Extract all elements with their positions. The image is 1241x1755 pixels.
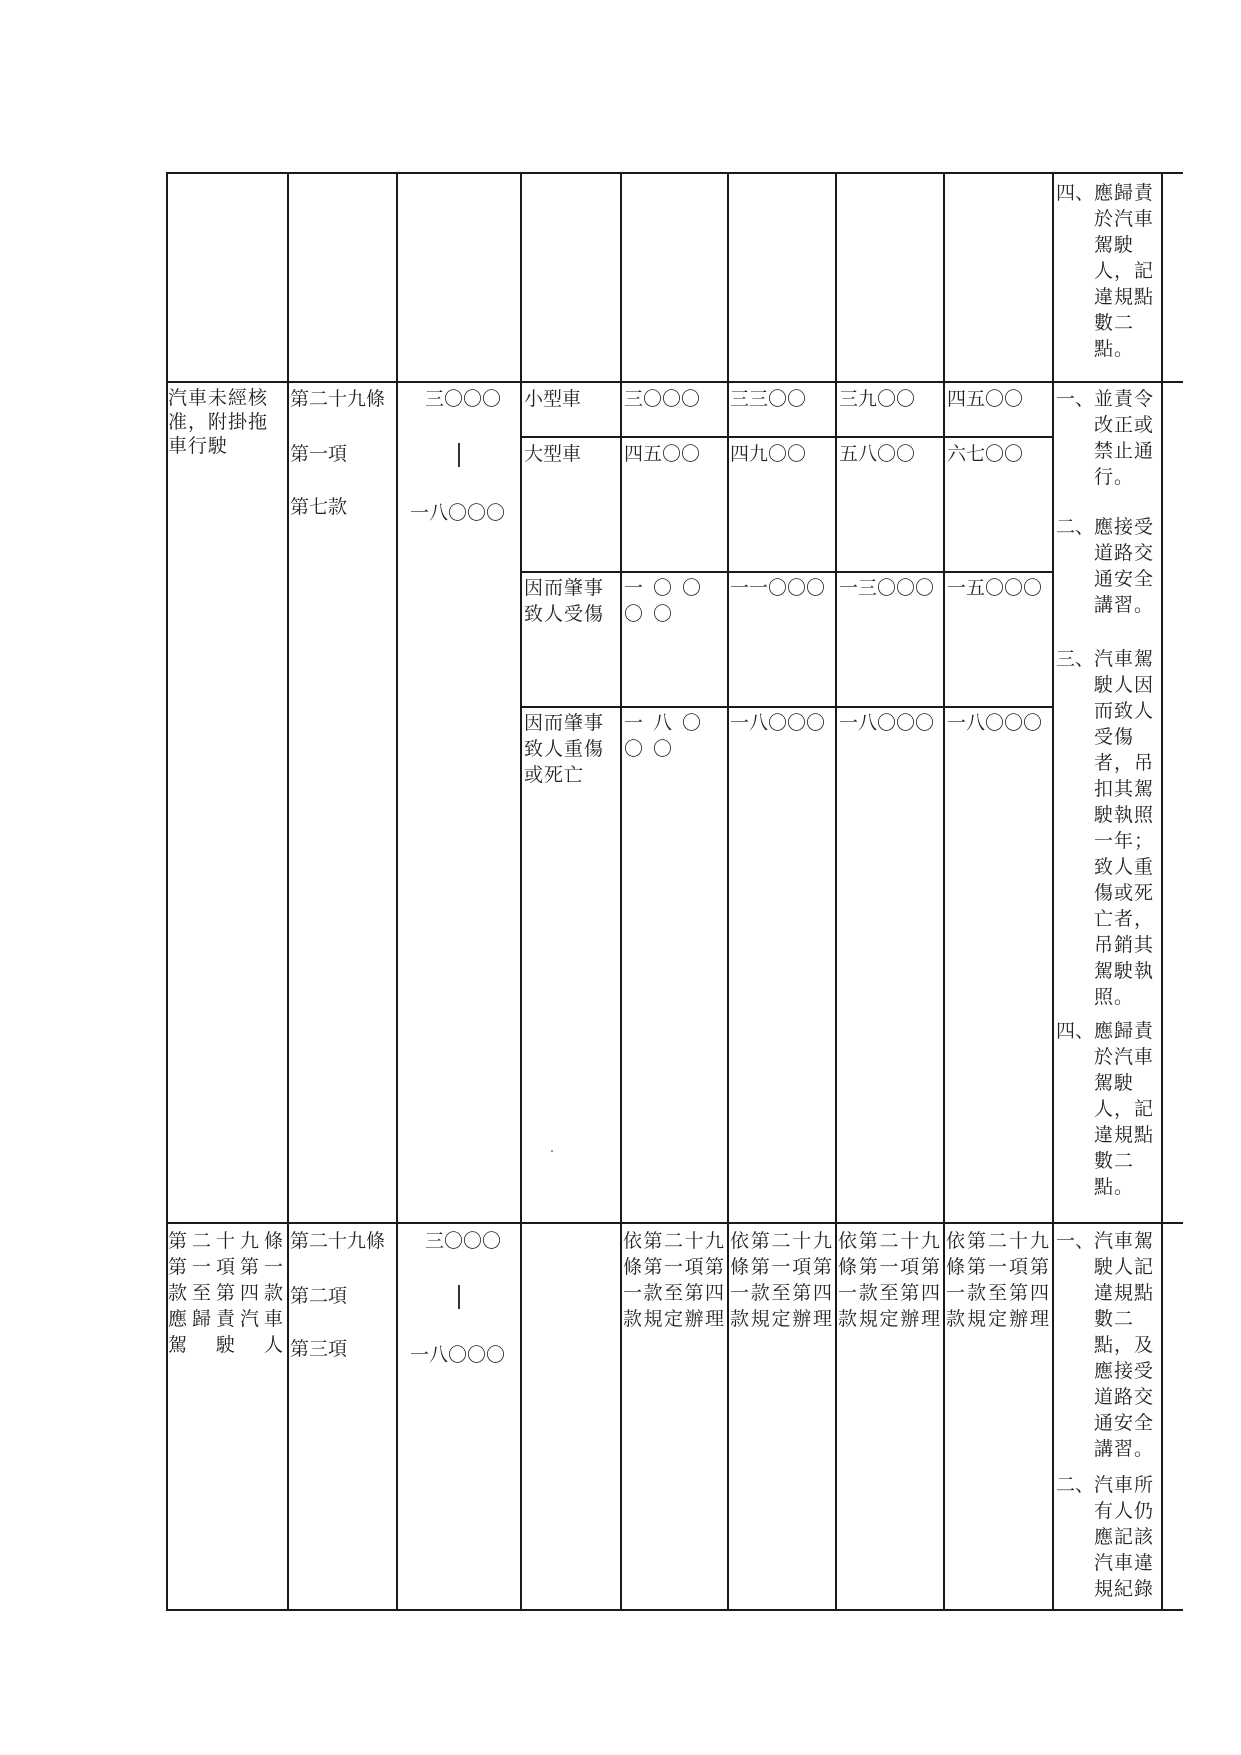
range-dash <box>458 443 460 467</box>
article-paragraph: 第三項 <box>290 1338 348 1360</box>
note-number: 四、 <box>1056 182 1095 204</box>
column-divider <box>835 172 837 1611</box>
note-text: 並責令改正或禁止通行。 <box>1094 388 1155 488</box>
note-number: 二、 <box>1056 516 1095 538</box>
column-divider <box>620 172 622 1611</box>
fine-min: 三〇〇〇 <box>425 388 502 410</box>
article-paragraph: 第二項 <box>290 1285 348 1307</box>
row-divider <box>166 1222 1183 1224</box>
note-number: 二、 <box>1056 1474 1095 1496</box>
note-text: 汽車駕駛人記違規點數二點，及應接受道路交通安全講習。 <box>1094 1230 1155 1460</box>
fine-value: 一八〇〇〇 <box>624 712 712 760</box>
violation-description: 汽車未經核准，附掛拖車行駛 <box>168 387 269 457</box>
column-divider <box>727 172 729 1611</box>
fine-value: 六七〇〇 <box>947 443 1024 465</box>
subrow-divider <box>520 436 1053 438</box>
vehicle-category: 小型車 <box>524 388 582 410</box>
fine-value: 一八〇〇〇 <box>947 712 1043 734</box>
fine-value: 五八〇〇 <box>839 443 916 465</box>
fine-value: 一五〇〇〇 <box>947 577 1043 599</box>
violation-description: 第二十九條第一項第一款至第四款應歸責汽車駕駛人 <box>168 1230 284 1356</box>
fine-value: 四九〇〇 <box>730 443 807 465</box>
article-number: 第二十九條 <box>290 388 386 410</box>
fine-value: 一八〇〇〇 <box>730 712 826 734</box>
note-text: 應接受道路交通安全講習。 <box>1094 516 1155 616</box>
fine-value: 依第二十九條第一項第一款至第四款規定辦理 <box>623 1230 725 1330</box>
table-bottom-border <box>166 1609 1183 1611</box>
vehicle-category: 大型車 <box>524 443 582 465</box>
note-text: 汽車所有人仍應記該汽車違規紀錄 <box>1094 1474 1155 1600</box>
fine-value: 一一〇〇〇 <box>730 577 826 599</box>
subrow-divider <box>520 706 1053 708</box>
note-text: 應歸責於汽車駕駛人，記違規點數二點。 <box>1094 1020 1155 1198</box>
note-number: 三、 <box>1056 648 1095 670</box>
row-divider <box>166 381 1183 383</box>
scan-speck <box>551 1150 553 1152</box>
note-number: 四、 <box>1056 1020 1095 1042</box>
vehicle-category: 因而肇事致人受傷 <box>524 577 605 625</box>
fine-max: 一八〇〇〇 <box>410 502 506 524</box>
fine-max: 一八〇〇〇 <box>410 1344 506 1366</box>
fine-value: 一三〇〇〇 <box>839 577 935 599</box>
table-top-border <box>166 172 1183 174</box>
vehicle-category: 因而肇事致人重傷或死亡 <box>524 712 605 786</box>
column-divider <box>287 172 289 1611</box>
table-right-border <box>1161 172 1163 1611</box>
fine-min: 三〇〇〇 <box>425 1230 502 1252</box>
fine-value: 三三〇〇 <box>730 388 807 410</box>
fine-value: 四五〇〇 <box>624 443 701 465</box>
fine-value: 四五〇〇 <box>947 388 1024 410</box>
column-divider <box>1052 172 1054 1611</box>
article-number: 第二十九條 <box>290 1230 386 1252</box>
fine-value: 依第二十九條第一項第一款至第四款規定辦理 <box>946 1230 1050 1330</box>
fine-value: 三九〇〇 <box>839 388 916 410</box>
note-text: 汽車駕駛人因而致人受傷者，吊扣其駕駛執照一年；致人重傷或死亡者，吊銷其駕駛執照。 <box>1094 648 1155 1008</box>
article-subparagraph: 第七款 <box>290 496 348 518</box>
fine-value: 三〇〇〇 <box>624 388 701 410</box>
fine-value: 一八〇〇〇 <box>839 712 935 734</box>
column-divider <box>520 172 522 1611</box>
fine-value: 依第二十九條第一項第一款至第四款規定辦理 <box>838 1230 941 1330</box>
fine-value: 依第二十九條第一項第一款至第四款規定辦理 <box>730 1230 833 1330</box>
column-divider <box>943 172 945 1611</box>
note-number: 一、 <box>1056 1230 1095 1252</box>
column-divider <box>396 172 398 1611</box>
fine-value: 一〇〇〇〇 <box>624 577 712 625</box>
article-paragraph: 第一項 <box>290 443 348 465</box>
subrow-divider <box>520 571 1053 573</box>
range-dash <box>458 1285 460 1309</box>
note-text: 應歸責於汽車駕駛人，記違規點數二點。 <box>1094 182 1155 360</box>
note-number: 一、 <box>1056 388 1095 410</box>
